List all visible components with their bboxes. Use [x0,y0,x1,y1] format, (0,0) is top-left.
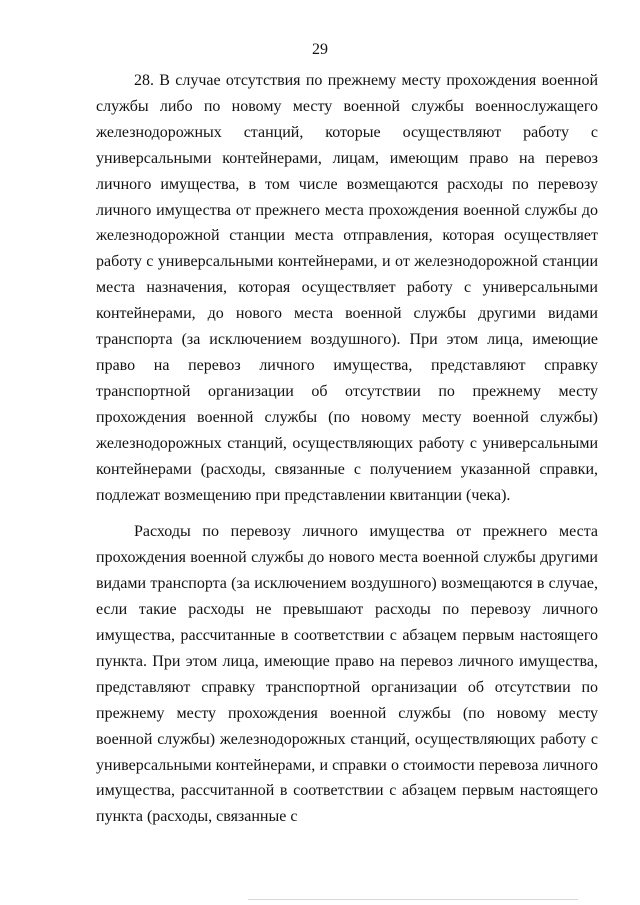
scan-edge-line [248,899,578,900]
document-body [96,68,598,830]
paragraph-28: 28. В случае отсутствия по прежнему месту прохождения военной службы либо по новому месту военной службы военнослужащего железнодорожных станций, которые осуществляют работу с универсальными контейнерами, лицам, имеющим право на перевоз личного имущества, в том числе возмещаются расходы по перевозу личного имущества от прежнего места прохождения военной службы до железнодорожной станции места отправления, которая осуществляет работу с универсальными контейнерами, и от железнодорожной станции места назначения, которая осуществляет работу с универсальными контейнерами, до нового места военной службы другими видами транспорта (за исключением воздушного). При этом лица, имеющие право на перевоз личного имущества, представляют справку транспортной организации об отсутствии по прежнему месту прохождения военной службы (по новому месту военной службы) железнодорожных станций, осуществляющих работу с универсальными контейнерами (расходы, связанные с получением указанной справки, подлежат возмещению при представлении квитанции (чека). [96,72,598,504]
page-number: 29 [312,41,328,58]
paragraph-expenses: Расходы по перевозу личного имущества от прежнего места прохождения военной службы до нового места военной службы другими видами транспорта (за исключением воздушного) возмещаются в случае, если такие расходы не превышают расходы по перевозу личного имущества, рассчитанные в соответствии с абзацем первым настоящего пункта. При этом лица, имеющие право на перевоз личного имущества, представляют справку транспортной организации об отсутствии по прежнему месту прохождения военной службы (по новому месту военной службы) железнодорожных станций, осуществляющих работу с универсальными контейнерами, и справки о стоимости перевоза личного имущества, рассчитанной в соответствии с абзацем первым настоящего пункта (расходы, связанные с [96,523,598,826]
